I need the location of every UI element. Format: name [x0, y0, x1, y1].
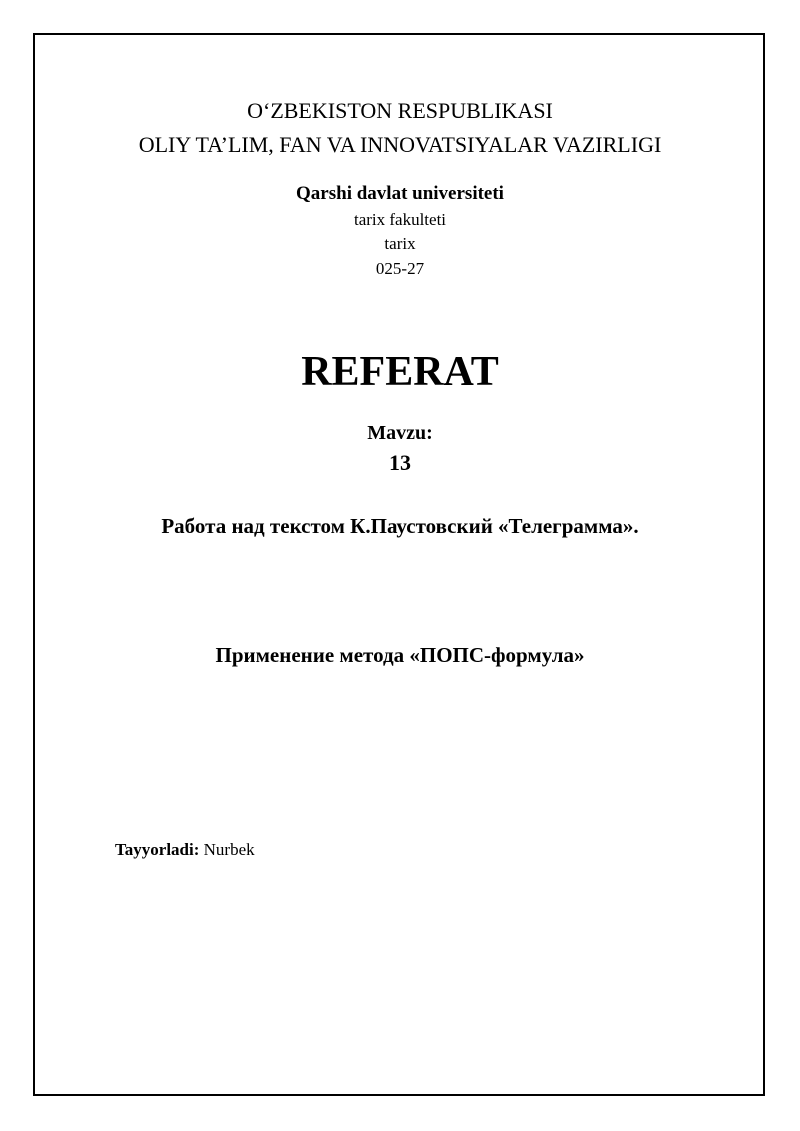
university-name: Qarshi davlat universiteti [296, 183, 504, 204]
department-name: tarix [384, 234, 416, 253]
topic-number: 13 [389, 450, 411, 475]
topic-line-1: Работа над текстом К.Паустовский «Телеграмма». [161, 514, 639, 538]
country-heading: O‘ZBEKISTON RESPUBLIKASI [247, 98, 553, 123]
author-name: Nurbek [203, 840, 255, 859]
ministry-heading: OLIY TA’LIM, FAN VA INNOVATSIYALAR VAZIRLIGI [138, 132, 662, 157]
group-number: 025-27 [375, 259, 425, 278]
author-line [115, 839, 255, 861]
topic-label: Mavzu: [367, 422, 433, 444]
author-label: Tayyorladi: [115, 840, 200, 859]
faculty-name: tarix fakulteti [353, 210, 447, 229]
topic-line-2: Применение метода «ПОПС-формула» [215, 643, 585, 667]
document-title: REFERAT [301, 349, 499, 395]
